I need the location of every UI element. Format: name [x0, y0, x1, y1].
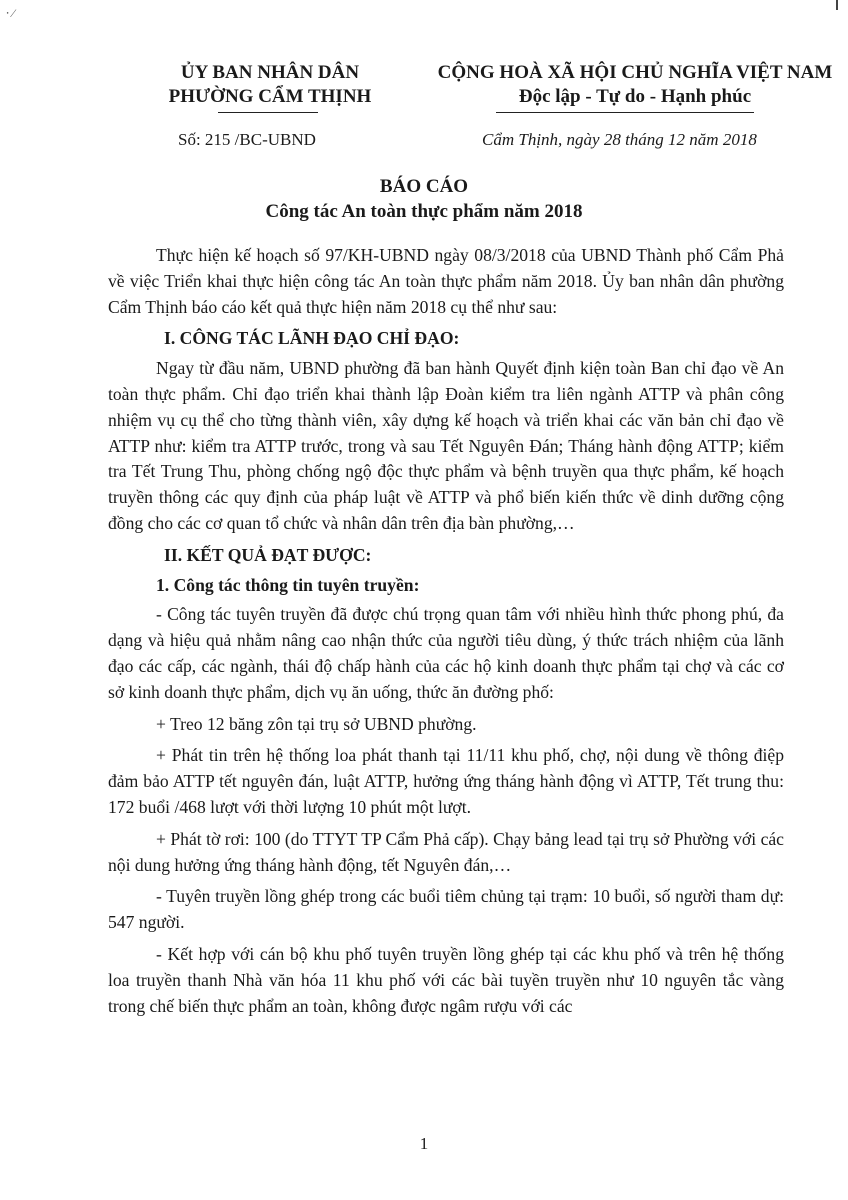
motto-underline	[496, 112, 754, 113]
body-paragraph: + Treo 12 băng zôn tại trụ sở UBND phường.	[156, 713, 477, 734]
authority-underline	[218, 112, 318, 113]
subsection-1-heading: 1. Công tác thông tin tuyên truyền:	[156, 574, 420, 595]
body-paragraph: - Kết hợp với cán bộ khu phố tuyên truyền lồng ghép tại các khu phố và trên hệ thống loa truyền thanh Nhà văn hóa 11 khu phố với các bài tuyền truyền như 10 nguyên tắc vàng trong chế biến thực phẩm an toàn, không được ngâm rượu với các	[108, 943, 784, 1016]
issuing-authority-line1: ỦY BAN NHÂN DÂN	[180, 62, 360, 83]
document-subject: Công tác An toàn thực phẩm năm 2018	[265, 201, 583, 222]
document-body	[108, 243, 784, 1025]
issuing-authority-line2: PHƯỜNG CẨM THỊNH	[168, 86, 372, 107]
section-1-heading: I. CÔNG TÁC LÃNH ĐẠO CHỈ ĐẠO:	[164, 328, 460, 349]
scan-edge-mark	[836, 0, 838, 10]
document-number: Số: 215 /BC-UBND	[178, 130, 316, 149]
intro-paragraph: Thực hiện kế hoạch số 97/KH-UBND ngày 08/3/2018 của UBND Thành phố Cẩm Phả về việc Triển khai thực hiện công tác An toàn thực phẩm năm 2018. Ủy ban nhân dân phường Cẩm Thịnh báo cáo kết quả thực hiện năm 2018 cụ thể như sau:	[108, 245, 784, 317]
page-number: 1	[419, 1134, 429, 1153]
place-and-date: Cẩm Thịnh, ngày 28 tháng 12 năm 2018	[482, 130, 757, 149]
section-2-heading: II. KẾT QUẢ ĐẠT ĐƯỢC:	[164, 544, 372, 565]
document-type-title: BÁO CÁO	[379, 176, 469, 197]
national-motto: Độc lập - Tự do - Hạnh phúc	[518, 86, 752, 107]
national-title: CỘNG HOÀ XÃ HỘI CHỦ NGHĨA VIỆT NAM	[437, 62, 833, 83]
body-paragraph: - Tuyên truyền lồng ghép trong các buổi tiêm chủng tại trạm: 10 buổi, số người tham dự: 547 người.	[108, 886, 784, 933]
body-paragraph: + Phát tin trên hệ thống loa phát thanh tại 11/11 khu phố, chợ, nội dung về thông điệp đảm bảo ATTP tết nguyên đán, luật ATTP, hưởng ứng tháng hành động vì ATTP, Tết trung thu: 172 buổi /468 lượt với thời lượng 10 phút một lượt.	[108, 745, 784, 817]
body-paragraph: - Công tác tuyên truyền đã được chú trọng quan tâm với nhiều hình thức phong phú, đa dạng và hiệu quả nhằm nâng cao nhận thức của người tiêu dùng, ý thức trách nhiệm của lãnh đạo các cấp, các ngành, thái độ chấp hành của các hộ kinh doanh thực phẩm tại chợ và các cơ sở kinh doanh thực phẩm, dịch vụ ăn uống, thức ăn đường phố:	[108, 604, 784, 702]
section-1-paragraph: Ngay từ đầu năm, UBND phường đã ban hành Quyết định kiện toàn Ban chỉ đạo về An toàn thực phẩm. Chỉ đạo triển khai thành lập Đoàn kiểm tra liên ngành ATTP và phân công nhiệm vụ cụ thể cho từng thành viên, xây dựng kế hoạch và triển khai các văn bản chỉ đạo về ATTP như: kiểm tra ATTP trước, trong và sau Tết Nguyên Đán; Tháng hành động ATTP; kiểm tra Tết Trung Thu, phòng chống ngộ độc thực phẩm và bệnh truyền qua thực phẩm, kế hoạch truyền thông các quy định của pháp luật về ATTP và phổ biến kiến thức về dinh dưỡng cộng đồng cho các cơ quan tổ chức và nhân dân trên địa bàn phường,…	[108, 358, 784, 533]
body-paragraph: + Phát tờ rơi: 100 (do TTYT TP Cẩm Phả cấp). Chạy bảng lead tại trụ sở Phường với các nội dung hưởng ứng tháng hành động, tết Nguyên đán,…	[108, 828, 784, 875]
scan-mark: ⸱ ⁄	[6, 6, 15, 20]
